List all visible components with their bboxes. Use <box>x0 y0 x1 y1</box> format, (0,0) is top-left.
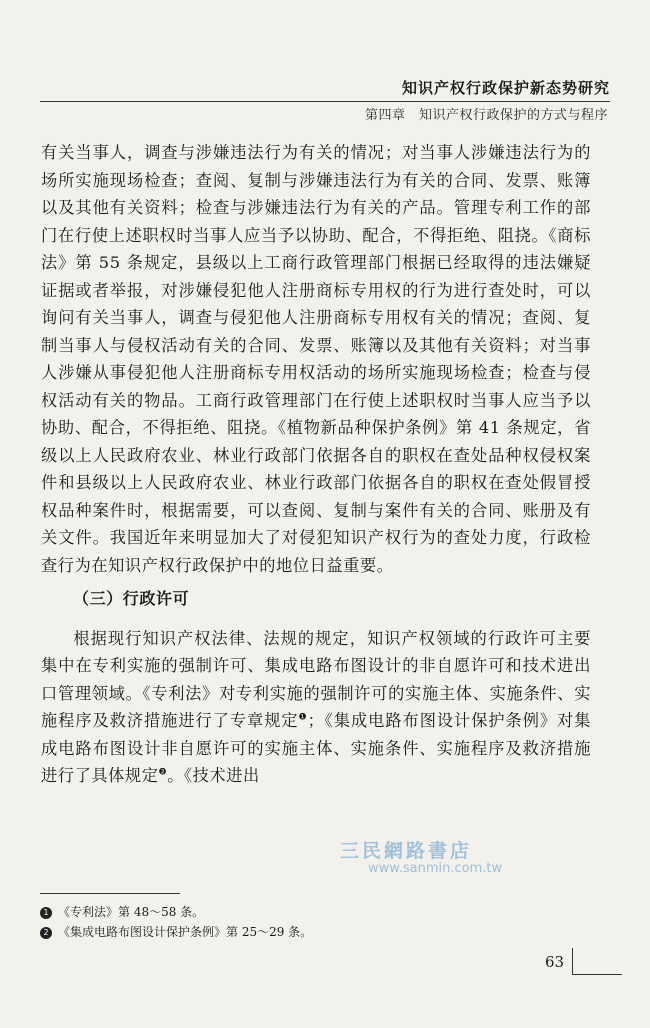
running-head <box>402 78 610 98</box>
watermark-url: www.sanmin.com.tw <box>368 861 503 876</box>
section-heading: （三）行政许可 <box>73 589 190 608</box>
footnote-ref-2[interactable]: ❷ <box>158 767 168 778</box>
footnote-marker: 2 <box>40 927 52 939</box>
paragraph-text: 。《技术进出 <box>167 766 260 785</box>
body-text <box>41 139 591 790</box>
footnote-marker: 1 <box>40 907 52 919</box>
page-number-rule <box>572 974 622 975</box>
footnote-text: 《集成电路布图设计保护条例》第 25～29 条。 <box>58 925 313 939</box>
paragraph: 有关当事人，调查与涉嫌违法行为有关的情况；对当事人涉嫌违法行为的场所实施现场检查；查阅、复制与涉嫌违法行为有关的合同、发票、账簿以及其他有关资料；检查与涉嫌违法行为有关的产品。管理专利工作的部门在行使上述职权时当事人应当予以协助、配合，不得拒绝、阻挠。《商标法》第 55 条规定，县级以上工商行政管理部门根据已经取得的违法嫌疑证据或者举报，对涉嫌侵犯他人注册商标专用权的行为进行查处时，可以询问有关当事人，调查与侵犯他人注册商标专用权有关的情况；查阅、复制当事人与侵权活动有关的合同、发票、账簿以及其他有关资料；对当事人涉嫌从事侵犯他人注册商标专用权活动的场所实施现场检查；检查与侵权活动有关的物品。工商行政管理部门在行使上述职权时当事人应当予以协助、配合，不得拒绝、阻挠。《植物新品种保护条例》第 41 条规定，省级以上人民政府农业、林业行政部门依据各自的职权在查处品种权侵权案件和县级以上人民政府农业、林业行政部门依据各自的职权在查处假冒授权品种案件时，根据需要，可以查阅、复制与案件有关的合同、账册及有关文件。我国近年来明显加大了对侵犯知识产权行为的查处力度，行政检查行为在知识产权行政保护中的地位日益重要。 <box>41 143 591 575</box>
footnote-ref-1[interactable]: ❶ <box>298 712 308 723</box>
footnote-rule <box>40 893 180 894</box>
chapter-title: 第四章 知识产权行政保护的方式与程序 <box>364 108 608 123</box>
paragraph-text: 根据现行知识产权法律、法规的规定，知识产权领域的行政许可主要集中在专利实施的强制许可、集成电路布图设计的非自愿许可和技术进出口管理领域。《专利法》对专利实施的强制许可的实施主体、实施条件、实施程序及救济措施进行了专章规定 <box>41 628 591 730</box>
paragraph-text: ；《集成电路布图设计保护条例》对集成电路布图设计非自愿许可的实施主体、实施条件、实施程序及救济措施进行了具体规定 <box>41 711 592 785</box>
watermark-text: 三民網路書店 <box>340 840 473 862</box>
book-title: 知识产权行政保护新态势研究 <box>401 79 610 97</box>
watermark <box>340 836 502 876</box>
paragraph <box>41 625 591 790</box>
footnotes <box>40 902 312 942</box>
footnote-text: 《专利法》第 48～58 条。 <box>58 905 205 919</box>
header-rule <box>40 101 610 102</box>
page-number-rule <box>572 948 573 974</box>
page-number: 63 <box>545 953 565 971</box>
footnote <box>40 902 312 922</box>
footnote <box>40 922 312 942</box>
